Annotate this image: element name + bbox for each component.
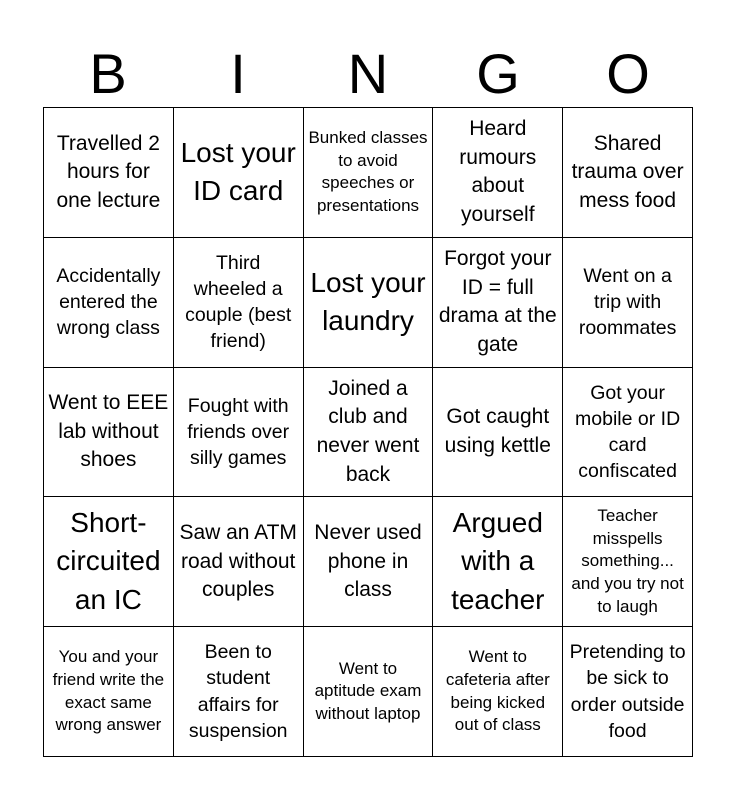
bingo-cell-7[interactable] bbox=[174, 238, 304, 368]
cell-text: Got caught using kettle bbox=[444, 405, 551, 457]
cell-text: Short-circuited an IC bbox=[56, 506, 161, 616]
cell-text: Teacher misspells something... and you try not to laugh bbox=[571, 506, 684, 616]
header-letter-g: G bbox=[476, 42, 520, 105]
bingo-cell-13[interactable] bbox=[304, 368, 434, 498]
bingo-cell-8[interactable] bbox=[304, 238, 434, 368]
bingo-cell-9[interactable] bbox=[433, 238, 563, 368]
cell-text: Accidentally entered the wrong class bbox=[56, 265, 161, 340]
bingo-header bbox=[43, 40, 693, 108]
header-letter-b: B bbox=[89, 42, 127, 105]
bingo-cell-1[interactable] bbox=[44, 108, 174, 238]
bingo-cell-4[interactable] bbox=[433, 108, 563, 238]
cell-text: Went to EEE lab without shoes bbox=[48, 391, 169, 472]
bingo-cell-11[interactable] bbox=[44, 368, 174, 498]
bingo-cell-23[interactable] bbox=[304, 627, 434, 757]
cell-text: Heard rumours about yourself bbox=[459, 117, 537, 226]
cell-text: Travelled 2 hours for one lecture bbox=[56, 131, 161, 212]
cell-text: Joined a club and never went back bbox=[316, 376, 420, 486]
bingo-cell-25[interactable] bbox=[563, 627, 693, 757]
cell-text: Lost your ID card bbox=[180, 136, 296, 207]
cell-text: Pretending to be sick to order outside food bbox=[569, 641, 686, 742]
cell-text: Bunked classes to avoid speeches or presentations bbox=[308, 128, 428, 215]
cell-text: Saw an ATM road without couples bbox=[179, 520, 297, 602]
bingo-cell-12[interactable] bbox=[174, 368, 304, 498]
bingo-cell-5[interactable] bbox=[563, 108, 693, 238]
bingo-cell-22[interactable] bbox=[174, 627, 304, 757]
bingo-cell-20[interactable] bbox=[563, 497, 693, 627]
bingo-cell-21[interactable] bbox=[44, 627, 174, 757]
cell-text: Shared trauma over mess food bbox=[571, 131, 684, 212]
bingo-cell-18[interactable] bbox=[304, 497, 434, 627]
header-letter-o: O bbox=[606, 42, 650, 105]
cell-text: Lost your laundry bbox=[310, 266, 426, 337]
bingo-cell-24[interactable] bbox=[433, 627, 563, 757]
cell-text: You and your friend write the exact same wrong answer bbox=[52, 647, 165, 735]
bingo-cell-2[interactable] bbox=[174, 108, 304, 238]
bingo-cell-17[interactable] bbox=[174, 497, 304, 627]
bingo-cell-14[interactable] bbox=[433, 368, 563, 498]
header-letter-n: N bbox=[347, 42, 389, 105]
header-letter-i: I bbox=[230, 42, 246, 105]
cell-text: Argued with a teacher bbox=[451, 506, 545, 616]
cell-text: Been to student affairs for suspension bbox=[188, 641, 288, 742]
bingo-cell-3[interactable] bbox=[304, 108, 434, 238]
cell-text: Went on a trip with roommates bbox=[578, 265, 677, 340]
cell-text: Went to aptitude exam without laptop bbox=[314, 658, 422, 723]
cell-text: Never used phone in class bbox=[314, 520, 422, 602]
bingo-cell-16[interactable] bbox=[44, 497, 174, 627]
cell-text: Fought with friends over silly games bbox=[187, 394, 290, 470]
bingo-cell-19[interactable] bbox=[433, 497, 563, 627]
cell-text: Went to cafeteria after being kicked out of class bbox=[445, 647, 550, 735]
bingo-cell-6[interactable] bbox=[44, 238, 174, 368]
bingo-cell-15[interactable] bbox=[563, 368, 693, 498]
bingo-grid bbox=[43, 107, 693, 757]
cell-text: Third wheeled a couple (best friend) bbox=[185, 251, 292, 353]
cell-text: Got your mobile or ID card confiscated bbox=[575, 381, 681, 483]
bingo-cell-10[interactable] bbox=[563, 238, 693, 368]
cell-text: Forgot your ID = full drama at the gate bbox=[438, 247, 557, 356]
